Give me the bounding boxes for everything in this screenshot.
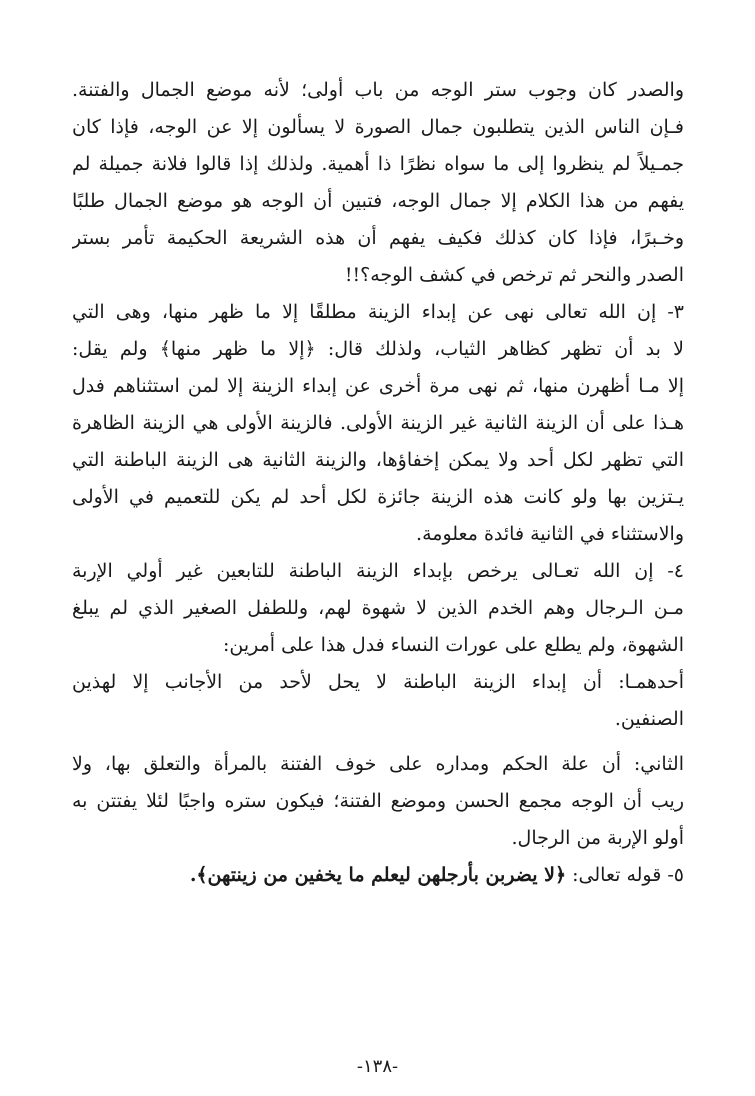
text-line: يـتزين بها ولو كانت هذه الزينة جائزة لكل أحد لم يكن للتعميم في الأولى — [72, 486, 684, 508]
text-line: هـذا على أن الزينة الثانية غير الزينة الأولى. فالزينة الأولى هي الزينة الظاهرة — [72, 412, 684, 434]
text-line: إلا مـا أظهرن منها، ثم نهى مرة أخرى عن إبداء الزينة إلا لمن استثناهم فدل — [72, 375, 684, 397]
text-line: الصدر والنحر ثم ترخص في كشف الوجه؟!! — [344, 264, 684, 286]
text-line: التي تظهر لكل أحد ولا يمكن إخفاؤها، والزينة الثانية هى الزينة الباطنة التي — [72, 449, 684, 471]
paragraph-2 — [72, 294, 684, 553]
verse-intro: ٥- قوله تعالى: — [566, 864, 684, 886]
text-line: الثاني: أن علة الحكم ومداره على خوف الفتنة بالمرأة والتعلق بها، ولا — [72, 753, 684, 775]
text-line: الشهوة، ولم يطلع على عورات النساء فدل هذا على أمرين: — [222, 634, 684, 656]
paragraph-6 — [72, 857, 684, 894]
text-line: وخـبرًا، فإذا كان كذلك فكيف يفهم أن هذه الشريعة الحكيمة تأمر بستر — [72, 227, 684, 249]
page-body — [72, 72, 684, 894]
text-line: فـإن الناس الذين يتطلبون جمال الصورة لا يسألون إلا عن الوجه، فإذا كان — [72, 116, 684, 138]
quran-verse: ﴿لا يضربن بأرجلهن ليعلم ما يخفين من زينتهن﴾. — [189, 864, 567, 886]
text-line: أولو الإربة من الرجال. — [511, 827, 684, 849]
paragraph-4 — [72, 664, 684, 738]
text-line: والاستثناء في الثانية فائدة معلومة. — [416, 523, 684, 545]
text-line: مـن الـرجال وهم الخدم الذين لا شهوة لهم، وللطفل الصغير الذي لم يبلغ — [72, 597, 684, 619]
text-line: والصدر كان وجوب ستر الوجه من باب أولى؛ لأنه موضع الجمال والفتنة. — [72, 79, 684, 101]
text-line: ٤- إن الله تعـالى يرخص بإبداء الزينة الباطنة للتابعين غير أولي الإربة — [72, 560, 684, 582]
paragraph-gap — [72, 738, 684, 746]
text-line: أحدهمـا: أن إبداء الزينة الباطنة لا يحل لأحد من الأجانب إلا لهذين — [72, 671, 684, 693]
text-line: جمـيلاً لم ينظروا إلى ما سواه نظرًا ذا أهمية. ولذلك إذا قالوا فلانة جميلة لم — [72, 153, 684, 175]
paragraph-1 — [72, 72, 684, 294]
text-line: لا بد أن تظهر كظاهر الثياب، ولذلك قال: ﴿إلا ما ظهر منها﴾ ولم يقل: — [72, 338, 684, 360]
text-line: يفهم من هذا الكلام إلا جمال الوجه، فتبين أن الوجه هو موضع الجمال طلبًا — [72, 190, 684, 212]
text-line: الصنفين. — [614, 708, 684, 730]
paragraph-3 — [72, 553, 684, 664]
page-number: -١٣٨- — [356, 1056, 399, 1077]
paragraph-5 — [72, 746, 684, 857]
text-line: ريب أن الوجه مجمع الحسن وموضع الفتنة؛ فيكون ستره واجبًا لئلا يفتتن به — [72, 790, 684, 812]
text-line: ٣- إن الله تعالى نهى عن إبداء الزينة مطلقًا إلا ما ظهر منها، وهى التي — [72, 301, 684, 323]
